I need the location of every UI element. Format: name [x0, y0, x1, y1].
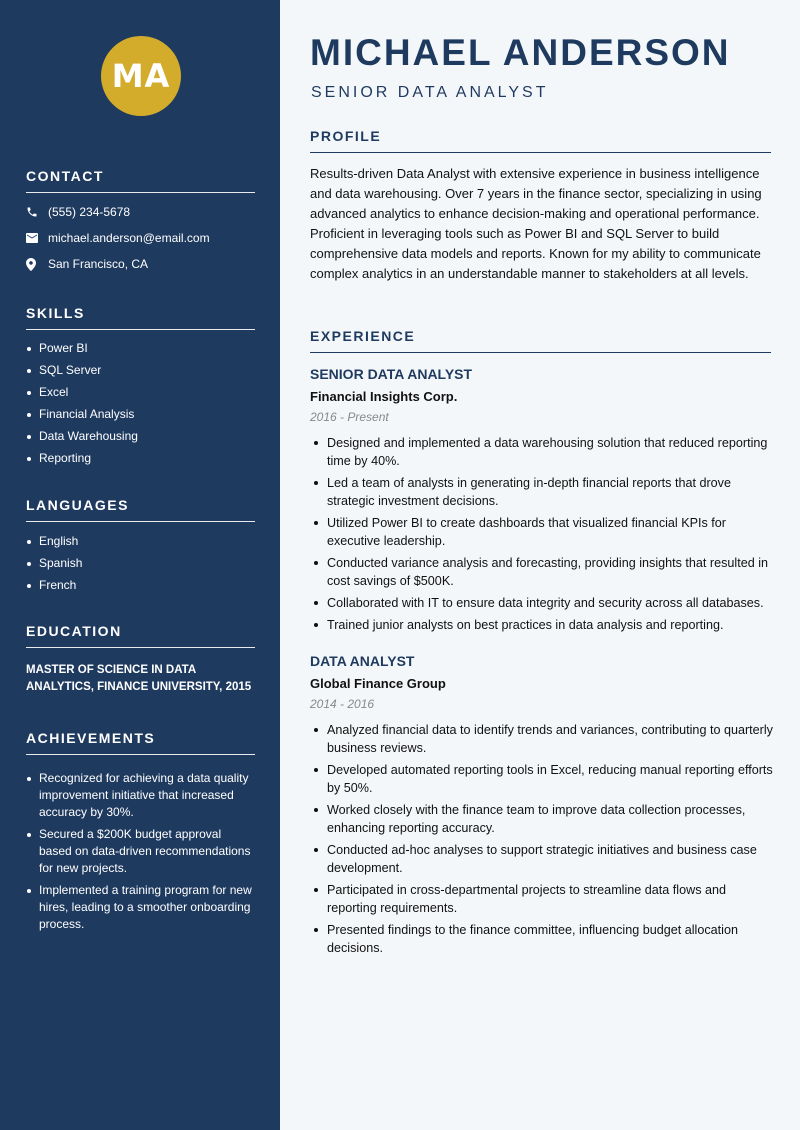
- skills-divider: [26, 329, 255, 330]
- achievements-heading: ACHIEVEMENTS: [26, 730, 156, 746]
- achievements-divider: [26, 754, 255, 755]
- profile-divider: [310, 152, 771, 153]
- candidate-title: SENIOR DATA ANALYST: [311, 84, 549, 101]
- language-item: English: [26, 533, 255, 549]
- skill-item: Excel: [26, 384, 255, 400]
- profile-text: Results-driven Data Analyst with extensive experience in business intelligence and data warehousing. Over 7 years in the finance sector, specializing in using advanced analytics to enhance decision-making and operational performance. Proficient in leveraging tools such as Power BI and SQL Server to build comprehensive data models and reports. Known for my ability to communicate complex analytics in an understandable manner to stakeholders at all levels.: [310, 166, 762, 281]
- experience-divider: [310, 352, 771, 353]
- skill-item: Power BI: [26, 340, 255, 356]
- job-company: Global Finance Group: [310, 676, 446, 691]
- achievement-item: Secured a $200K budget approval based on data-driven recommendations for new projects.: [26, 826, 255, 877]
- contact-email[interactable]: [26, 230, 210, 246]
- job-title: SENIOR DATA ANALYST: [310, 366, 473, 382]
- education-divider: [26, 647, 255, 648]
- email-text: michael.anderson@email.com: [48, 231, 210, 245]
- job-bullet: Led a team of analysts in generating in-depth financial reports that drove strategic investment decisions.: [310, 474, 775, 510]
- experience-heading: EXPERIENCE: [310, 328, 416, 344]
- skills-heading: SKILLS: [26, 305, 85, 321]
- profile-heading: PROFILE: [310, 128, 382, 144]
- language-item: French: [26, 577, 255, 593]
- main-content: [280, 0, 800, 1130]
- contact-heading: CONTACT: [26, 168, 104, 184]
- skill-item: Data Warehousing: [26, 428, 255, 444]
- skill-item: Financial Analysis: [26, 406, 255, 422]
- job-bullet: Conducted variance analysis and forecasting, providing insights that resulted in cost savings of $500K.: [310, 554, 775, 590]
- avatar: MA: [101, 36, 181, 116]
- job-bullet: Conducted ad-hoc analyses to support strategic initiatives and business case development.: [310, 841, 775, 877]
- envelope-icon: [26, 230, 48, 246]
- contact-location: [26, 256, 148, 272]
- contact-divider: [26, 192, 255, 193]
- education-entry: MASTER OF SCIENCE IN DATA ANALYTICS, FINANCE UNIVERSITY, 2015: [26, 664, 252, 693]
- skill-item: SQL Server: [26, 362, 255, 378]
- job-bullet: Analyzed financial data to identify trends and variances, contributing to quarterly business reviews.: [310, 721, 775, 757]
- education-section: [26, 622, 255, 693]
- sidebar: [0, 0, 280, 1130]
- job-title: DATA ANALYST: [310, 653, 415, 669]
- job-bullet: Presented findings to the finance committee, influencing budget allocation decisions.: [310, 921, 775, 957]
- languages-heading: LANGUAGES: [26, 497, 129, 513]
- job-bullet: Designed and implemented a data warehousing solution that reduced reporting time by 40%.: [310, 434, 775, 470]
- phone-icon: [26, 204, 48, 220]
- skill-item: Reporting: [26, 450, 255, 466]
- location-pin-icon: [26, 256, 48, 272]
- phone-text: (555) 234-5678: [48, 205, 131, 219]
- job-bullet: Utilized Power BI to create dashboards that visualized financial KPIs for executive leadership.: [310, 514, 775, 550]
- candidate-name: MICHAEL ANDERSON: [310, 32, 731, 73]
- languages-divider: [26, 521, 255, 522]
- job-bullet: Trained junior analysts on best practices in data analysis and reporting.: [310, 616, 775, 634]
- education-heading: EDUCATION: [26, 623, 122, 639]
- achievements-section: [26, 729, 255, 931]
- location-text: San Francisco, CA: [48, 257, 149, 271]
- achievement-item: Implemented a training program for new hires, leading to a smoother onboarding process.: [26, 882, 255, 933]
- job-bullet: Worked closely with the finance team to improve data collection processes, enhancing reporting accuracy.: [310, 801, 775, 837]
- job-bullet: Collaborated with IT to ensure data integrity and security across all databases.: [310, 594, 775, 612]
- skills-section: [26, 304, 255, 465]
- language-item: Spanish: [26, 555, 255, 571]
- job-dates: 2014 - 2016: [310, 697, 375, 711]
- contact-phone[interactable]: [26, 204, 130, 220]
- languages-section: [26, 496, 255, 592]
- contact-section: [26, 167, 255, 271]
- job-dates: 2016 - Present: [310, 410, 389, 424]
- achievement-item: Recognized for achieving a data quality improvement initiative that increased accuracy by 30%.: [26, 770, 255, 821]
- job-bullet: Developed automated reporting tools in Excel, reducing manual reporting efforts by 50%.: [310, 761, 775, 797]
- job-company: Financial Insights Corp.: [310, 389, 458, 404]
- job-bullet: Participated in cross-departmental projects to streamline data flows and reporting requirements.: [310, 881, 775, 917]
